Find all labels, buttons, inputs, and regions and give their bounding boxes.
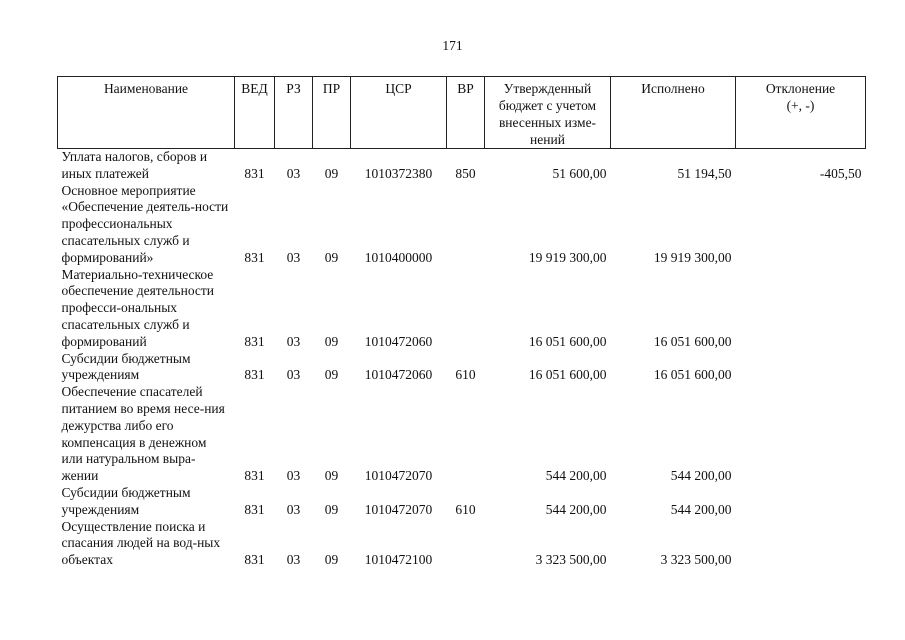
row-vr: 850 <box>455 165 476 181</box>
row-executed: 544 200,00 <box>670 501 732 517</box>
row-deviation <box>736 351 866 385</box>
row-name: Обеспечение спасателей питанием во время несе-ния дежурства либо его компенсация в денежном или натуральном выра-жении <box>61 384 225 484</box>
table-header-row <box>58 77 866 149</box>
row-pr: 09 <box>324 367 339 383</box>
row-approved: 3 323 500,00 <box>535 552 607 568</box>
row-rz: 03 <box>286 249 301 265</box>
row-approved: 51 600,00 <box>552 165 607 181</box>
table-row <box>58 384 866 485</box>
row-vr <box>447 519 485 569</box>
row-approved: 16 051 600,00 <box>528 367 607 383</box>
row-csr: 1010472100 <box>364 552 433 568</box>
row-deviation <box>736 485 866 519</box>
row-executed: 16 051 600,00 <box>653 367 732 383</box>
row-rz: 03 <box>286 367 301 383</box>
row-ved: 831 <box>244 249 265 265</box>
row-approved: 16 051 600,00 <box>528 333 607 349</box>
row-csr: 1010472070 <box>364 501 433 517</box>
row-deviation: -405,50 <box>819 165 862 181</box>
row-vr <box>447 183 485 267</box>
header-name: Наименование <box>58 77 235 149</box>
row-executed: 19 919 300,00 <box>653 249 732 265</box>
row-csr: 1010472070 <box>364 468 433 484</box>
row-name: Субсидии бюджетным учреждениям <box>61 484 191 517</box>
row-deviation <box>736 519 866 569</box>
row-pr: 09 <box>324 501 339 517</box>
row-executed: 544 200,00 <box>670 468 732 484</box>
row-approved: 544 200,00 <box>545 468 607 484</box>
table-row <box>58 267 866 351</box>
row-vr: 610 <box>455 501 476 517</box>
row-csr: 1010400000 <box>364 249 433 265</box>
row-csr: 1010472060 <box>364 333 433 349</box>
row-name: Уплата налогов, сборов и иных платежей <box>61 149 208 181</box>
row-rz: 03 <box>286 468 301 484</box>
row-csr: 1010372380 <box>364 165 433 181</box>
header-csr: ЦСР <box>351 77 447 149</box>
header-vr: ВР <box>447 77 485 149</box>
header-approved: Утвержденный бюджет с учетом внесенных изме-нений <box>485 77 611 149</box>
row-deviation <box>736 183 866 267</box>
row-rz: 03 <box>286 165 301 181</box>
row-pr: 09 <box>324 468 339 484</box>
row-pr: 09 <box>324 249 339 265</box>
header-pr: ПР <box>313 77 351 149</box>
row-ved: 831 <box>244 468 265 484</box>
row-rz: 03 <box>286 552 301 568</box>
row-csr: 1010472060 <box>364 367 433 383</box>
row-rz: 03 <box>286 333 301 349</box>
table-row <box>58 485 866 519</box>
header-rz: РЗ <box>275 77 313 149</box>
row-name: Субсидии бюджетным учреждениям <box>61 350 191 383</box>
row-name: Основное мероприятие «Обеспечение деятель-ности профессиональных спасательных служб и формирований» <box>61 182 229 265</box>
row-rz: 03 <box>286 501 301 517</box>
table-row <box>58 149 866 183</box>
row-ved: 831 <box>244 552 265 568</box>
row-ved: 831 <box>244 501 265 517</box>
row-pr: 09 <box>324 165 339 181</box>
row-ved: 831 <box>244 367 265 383</box>
row-approved: 544 200,00 <box>545 501 607 517</box>
table-row <box>58 519 866 569</box>
row-deviation <box>736 267 866 351</box>
row-approved: 19 919 300,00 <box>528 249 607 265</box>
row-executed: 3 323 500,00 <box>660 552 732 568</box>
page-number: 171 <box>442 38 463 53</box>
row-vr: 610 <box>455 367 476 383</box>
budget-table <box>57 76 866 569</box>
row-vr <box>447 267 485 351</box>
row-vr <box>447 384 485 485</box>
row-executed: 16 051 600,00 <box>653 333 732 349</box>
row-name: Материально-техническое обеспечение деятельности професси-ональных спасательных служб и формирований <box>61 266 215 349</box>
row-pr: 09 <box>324 333 339 349</box>
table-row <box>58 351 866 385</box>
header-executed: Исполнено <box>611 77 736 149</box>
table-row <box>58 183 866 267</box>
row-pr: 09 <box>324 552 339 568</box>
row-ved: 831 <box>244 165 265 181</box>
row-deviation <box>736 384 866 485</box>
header-ved: ВЕД <box>235 77 275 149</box>
row-name: Осуществление поиска и спасания людей на вод-ных объектах <box>61 518 221 568</box>
row-executed: 51 194,50 <box>677 165 732 181</box>
row-ved: 831 <box>244 333 265 349</box>
header-deviation: Отклонение (+, -) <box>736 77 866 149</box>
